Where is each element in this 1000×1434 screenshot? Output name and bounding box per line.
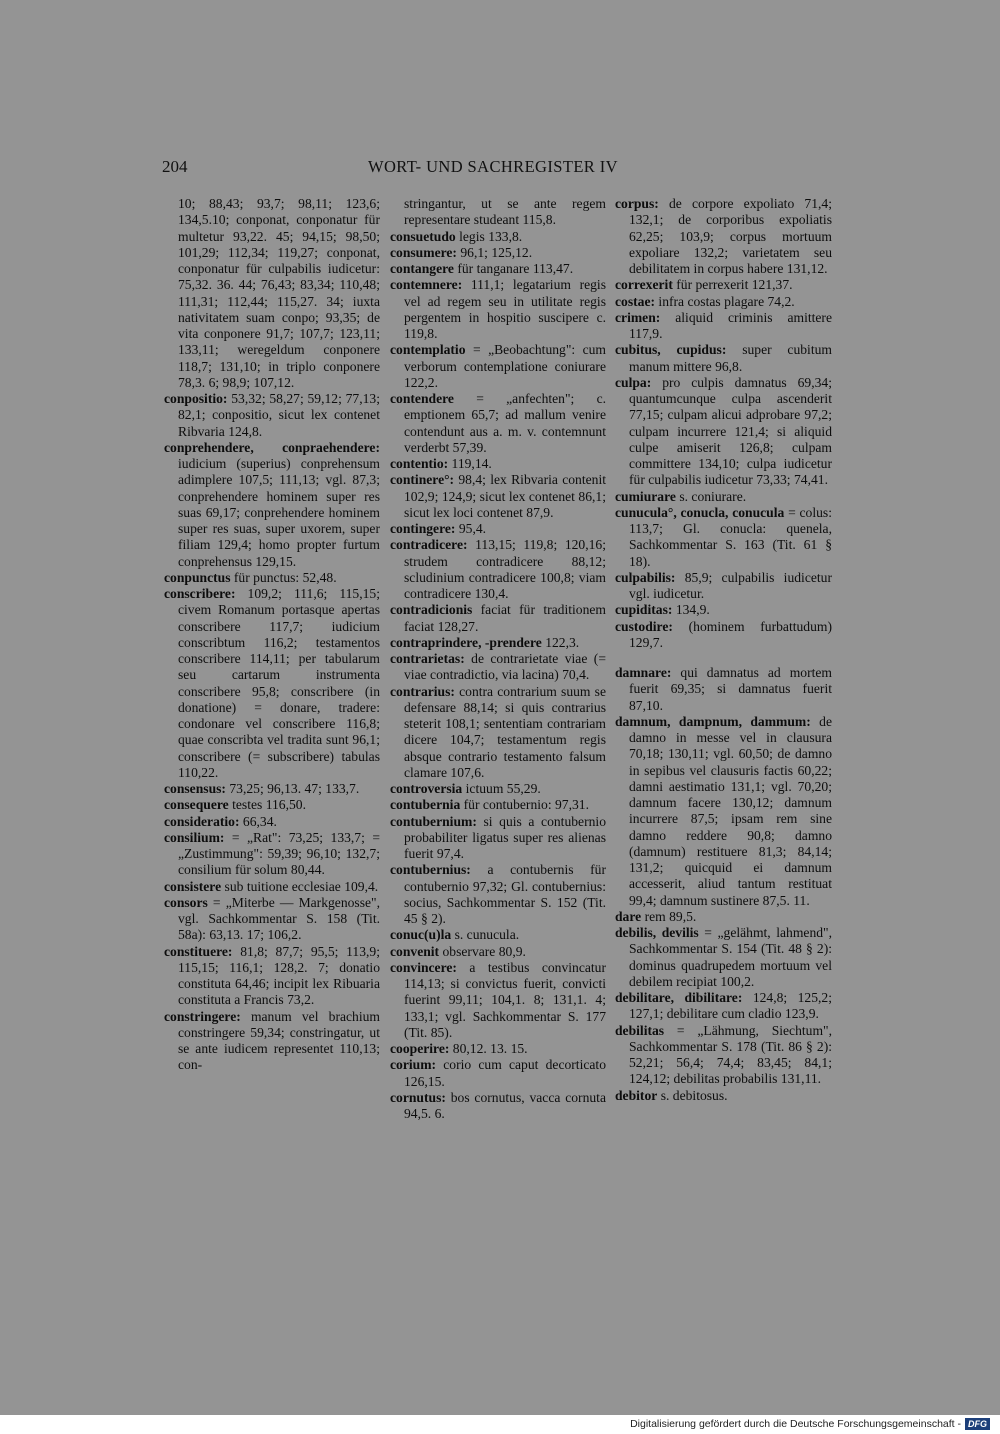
index-entry <box>390 521 606 537</box>
headword: contradicionis <box>390 602 473 618</box>
entry-text: für perrexerit 121,37. <box>676 277 793 293</box>
entry-text: s. coniurare. <box>679 488 747 504</box>
headword: controversia <box>390 781 463 796</box>
headword: contradicere: <box>390 537 468 553</box>
entry-text: a contubernis für contubernio 97,32; Gl. contubernius: socius, Sachkommentar S. 152 (Tit. 45 § 2). <box>404 862 606 926</box>
index-entry <box>390 602 606 635</box>
entry-text: (hominem furbattudum) 129,7. <box>629 618 832 650</box>
headword: dare <box>615 908 642 924</box>
entry-text: testes 116,50. <box>232 797 306 813</box>
index-entry <box>390 391 606 456</box>
entry-text: = „Lähmung, Siechtum", Sachkommentar S. 178 (Tit. 86 § 2): 52,21; 56,4; 74,4; 83,45; 84,1; 124,12; debilitas probabilis 131,11. <box>629 1022 832 1087</box>
entry-text: 111,1; legatarium regis vel ad regem seu in utilitate regis pergentem in hospitio suscipere c. 119,8. <box>404 277 606 341</box>
headword: constituere: <box>164 943 233 959</box>
index-entry <box>390 196 606 229</box>
entry-text: rem 89,5. <box>644 908 697 924</box>
entry-text: aliquid criminis amittere 117,9. <box>629 309 832 341</box>
headword: correxerit <box>615 277 673 293</box>
headword: contrarius: <box>390 683 455 699</box>
index-entry <box>615 489 832 505</box>
index-entry <box>390 342 606 391</box>
headword: contentio: <box>390 456 449 471</box>
headword: cumiurare <box>615 488 676 504</box>
entry-text: super cubitum manum mittere 96,8. <box>629 342 832 374</box>
headword: contemplatio <box>390 342 466 358</box>
index-entry <box>615 342 832 375</box>
headword: conscribere: <box>164 586 236 601</box>
entry-text: a testibus convincatur 114,13; si convictus fuerit, convicti fuerint 99,11; 104,1. 8; 131,1. 4; 133,1; vgl. Sachkommentar S. 177 (Tit. 85). <box>404 959 606 1040</box>
index-entry <box>390 277 606 342</box>
headword: consors <box>164 894 208 910</box>
entry-text: für contubernio: 97,31. <box>463 797 589 813</box>
index-entry <box>615 196 832 277</box>
entry-text: de contrarietate viae (= viae contradictio, via lacina) 70,4. <box>404 651 606 683</box>
entry-text: ictuum 55,29. <box>465 781 541 796</box>
headword: culpabilis: <box>615 569 676 585</box>
headword: consideratio: <box>164 813 240 829</box>
headword: cupiditas: <box>615 602 673 618</box>
headword: conprehendere, conpraehendere: <box>164 439 380 455</box>
index-entry <box>390 814 606 863</box>
headword: contubernius: <box>390 862 471 878</box>
index-entry <box>390 927 606 943</box>
index-entry <box>164 879 380 895</box>
headword: conuc(u)la <box>390 927 452 943</box>
credit-text: Digitalisierung gefördert durch die Deutsche Forschungsgemeinschaft - <box>630 1418 961 1430</box>
headword: cubitus, cupidus: <box>615 342 727 358</box>
headword: debilitare, dibilitare: <box>615 990 743 1005</box>
entry-text: 96,1; 125,12. <box>460 244 533 260</box>
entry-text: contra contrarium suum se defensare 88,14; si quis contrarius steterit 108,1; sententiam contrariam dicere 104,7; testamentum regis absque contrario testamento falsum clamare 107,6. <box>404 683 606 780</box>
headword: contrarietas: <box>390 651 465 666</box>
headword: consequere <box>164 797 229 813</box>
headword: custodire: <box>615 618 673 634</box>
index-column-3 <box>615 196 832 1104</box>
headword: contubernia <box>390 797 461 813</box>
entry-text: 85,9; culpabilis iudicetur vgl. iudicetur. <box>629 569 832 601</box>
index-column-1 <box>164 196 380 1074</box>
headword: crimen: <box>615 309 661 325</box>
index-entry <box>164 440 380 570</box>
headword: debilis, devilis <box>615 925 699 940</box>
dfg-logo: DFG <box>965 1418 990 1430</box>
index-column-2 <box>390 196 606 1122</box>
index-entry <box>164 196 380 391</box>
headword: consumere: <box>390 244 457 260</box>
index-entry <box>390 1057 606 1090</box>
index-entry <box>164 1009 380 1074</box>
entry-text: 66,34. <box>242 813 277 829</box>
index-entry <box>390 862 606 927</box>
index-entry <box>390 651 606 684</box>
entry-text: = „gelähmt, lahmend", Sachkommentar S. 154 (Tit. 48 § 2): dominus quadrupedem mortuum vel debilem recipiat 100,2. <box>629 925 832 989</box>
entry-text: 53,32; 58,27; 59,12; 77,13; 82,1; conpositio, sicut lex contenet Ribvaria 124,8. <box>178 391 380 439</box>
entry-text: pro culpis damnatus 69,34; quantumcunque culpa ascenderit 77,15; culpam alicui adprobare 97,2; culpam incurrere 121,4; si aliquid culpe amiserit 126,8; culpam committere 134,10; culpa iudicetur für culpabilis iudicetur 73,33; 74,41. <box>629 374 832 488</box>
index-entry <box>615 277 832 293</box>
entry-text: für tanganare 113,47. <box>457 261 574 276</box>
entry-text: stringantur, ut se ante regem representare studeant 115,8. <box>404 196 606 228</box>
entry-text: = „Miterbe — Markgenosse", vgl. Sachkommentar S. 158 (Tit. 58a): 63,13. 17; 106,2. <box>178 894 380 943</box>
entry-text: 124,8; 125,2; 127,1; debilitare cum cladio 123,9. <box>629 990 832 1022</box>
entry-text: = „Rat": 73,25; 133,7; = „Zustimmung": 59,39; 96,10; 132,7; consilium für solum 80,44. <box>178 829 381 878</box>
entry-text: si quis a contubernio probabiliter ligatus super res alienas fuerit 97,4. <box>404 813 606 861</box>
index-entry <box>164 570 380 586</box>
index-entry <box>164 797 380 813</box>
headword: contubernium: <box>390 813 477 829</box>
entry-text: de corpore expoliato 71,4; 132,1; de corporibus expoliatis 62,25; 103,9; corpus mortuum expoliare 132,2; varietatem seu debilitatem in corpus habere 131,12. <box>629 196 832 276</box>
headword: corpus: <box>615 196 659 211</box>
index-entry <box>164 895 380 944</box>
headword: consistere <box>164 878 222 894</box>
headword: continere°: <box>390 472 455 488</box>
index-entry <box>615 1088 832 1104</box>
entry-text: corio cum caput decorticato 126,15. <box>404 1057 606 1089</box>
index-entry <box>164 781 380 797</box>
headword: corium: <box>390 1057 437 1073</box>
index-entry <box>390 960 606 1041</box>
index-entry <box>164 814 380 830</box>
index-entry <box>390 456 606 472</box>
index-entry <box>164 830 380 879</box>
index-entry <box>615 665 832 714</box>
entry-text: s. cunucula. <box>454 927 520 943</box>
index-entry <box>390 261 606 277</box>
entry-text: für punctus: 52,48. <box>233 569 337 585</box>
headword: cooperire: <box>390 1041 450 1056</box>
entry-text: bos cornutus, vacca cornuta 94,5. 6. <box>404 1089 606 1121</box>
headword: damnum, dampnum, dammum: <box>615 713 811 729</box>
index-entry <box>164 391 380 440</box>
headword: debitor <box>615 1087 658 1103</box>
entry-text: manum vel brachium constringere 59,34; constringatur, ut se ante iudicem representet 110,13; con- <box>178 1008 380 1073</box>
entry-text: 95,4. <box>458 521 487 536</box>
entry-text: 109,2; 111,6; 115,15; civem Romanum portasque apertas conscribere 117,7; iudicium conscribtum 116,2; testamentos conscribere 114,11; per tabularum seu cartarum instrumenta conscribere 95,8; conscribere (in donatione) = donare, tradere: condonare vel conscribere 116,8; quae conscribta vel tradita sunt 96,1; conscribere (= subscribere) tabulas 110,22. <box>178 586 381 780</box>
headword: contendere <box>390 391 454 406</box>
index-entry <box>390 781 606 797</box>
headword: consensus: <box>164 781 226 796</box>
index-entry <box>615 602 832 618</box>
page-number: 204 <box>162 157 188 176</box>
entry-text: 119,14. <box>451 456 492 471</box>
headword: consilium: <box>164 829 225 845</box>
headword: culpa: <box>615 374 652 390</box>
index-entry <box>615 990 832 1023</box>
index-entry <box>615 909 832 925</box>
headword: consuetudo <box>390 228 456 244</box>
entry-text: = „Beobachtung": cum verborum contemplatione coniurare 122,2. <box>404 342 607 390</box>
index-entry <box>615 925 832 990</box>
index-entry <box>615 714 832 909</box>
headword: cunucula°, conucla, conucula <box>615 504 785 520</box>
headword: convincere: <box>390 959 457 975</box>
index-entry <box>390 472 606 521</box>
index-entry <box>390 944 606 960</box>
index-entry <box>615 375 832 489</box>
headword: conpositio: <box>164 391 228 406</box>
entry-text: 73,25; 96,13. 47; 133,7. <box>229 781 360 796</box>
entry-text: qui damnatus ad mortem fuerit 69,35; si damnatus fuerit 87,10. <box>629 665 832 713</box>
entry-text: = „anfechten"; c. emptionem 65,7; ad mallum venire contendunt aus a. m. v. contemnunt verderbt 57,39. <box>404 391 606 455</box>
headword: debilitas <box>615 1022 665 1038</box>
entry-text: infra costas plagare 74,2. <box>658 293 795 309</box>
entry-text: iudicium (superius) conprehensum adimplere 107,5; 111,13; vgl. 87,3; conprehendere hominem super res suas 69,17; conprehendere hominem super res suas, super uxorem, super filiam 129,4; homo propter furtum conprehensus 129,15. <box>178 456 380 569</box>
headword: costae: <box>615 293 656 309</box>
index-entry <box>390 1041 606 1057</box>
entry-text: de damno in messe vel in clausura 70,18; 130,11; vgl. 60,50; de damno in sepibus vel clausuris factis 60,22; damni aestimatio 131,1; vgl. 70,20; damnum facere 130,12; damnum incurrere 87,5; ipsam rem sine damno reddere 90,8; damno (damnum) restituere 81,3; 84,14; 131,2; quicquid ei damnum accesserit, aliud tantum restituat 99,4; damnum sustinere 87,5. 11. <box>629 713 832 908</box>
entry-text: legis 133,8. <box>459 228 523 244</box>
headword: contemnere: <box>390 277 463 293</box>
index-entry <box>615 505 832 570</box>
index-entry <box>615 619 832 652</box>
running-title: WORT- UND SACHREGISTER IV <box>368 157 618 176</box>
entry-text: = colus: 113,7; Gl. conucla: quenela, Sachkommentar S. 163 (Tit. 61 § 18). <box>629 504 832 569</box>
index-entry <box>164 944 380 1009</box>
index-entry <box>390 797 606 813</box>
index-entry <box>615 294 832 310</box>
entry-text: faciat für traditionem faciat 128,27. <box>404 602 606 634</box>
index-entry <box>390 245 606 261</box>
index-entry <box>390 537 606 602</box>
entry-text: 98,4; lex Ribvaria contenit 102,9; 124,9; sicut lex contenet 86,1; sicut lex loci contenet 87,9. <box>404 472 606 520</box>
index-entry <box>615 310 832 343</box>
entry-text: 81,8; 87,7; 95,5; 113,9; 115,15; 116,1; 128,2. 7; donatio constituta 64,46; incipit lex Ribuaria constituta a Francis 73,2. <box>178 943 380 1008</box>
headword: contraprindere, -prendere <box>390 634 542 650</box>
entry-text: 113,15; 119,8; 120,16; strudem contradicere 88,12; scludinium contradicere 100,8; viam contradicere 130,4. <box>404 537 606 601</box>
index-entry <box>164 586 380 781</box>
index-entry <box>390 229 606 245</box>
digitization-credit <box>630 1418 990 1430</box>
entry-text: sub tuitione ecclesiae 109,4. <box>224 878 379 894</box>
headword: convenit <box>390 943 440 959</box>
index-entry <box>390 684 606 782</box>
headword: cornutus: <box>390 1089 446 1105</box>
entry-text: s. debitosus. <box>660 1087 728 1103</box>
entry-text: 80,12. 13. 15. <box>452 1041 528 1056</box>
index-entry <box>615 1023 832 1088</box>
entry-text: 10; 88,43; 93,7; 98,11; 123,6; 134,5.10; conponat, conponatur für multetur 93,22. 45; 94,15; 98,50; 101,29; 112,34; 119,27; conponat, conponatur für culpabilis iudicetur: 75,32. 36. 44; 76,43; 83,34; 110,48; 111,31; 112,44; 115,27. 34; iuxta nativitatem suam conpo; 93,35; de vita conponere 91,7; 107,7; 123,11; 133,11; weregeldum conponere 118,7; 131,10; in triplo conponere 78,3. 6; 98,9; 107,12. <box>178 196 380 390</box>
index-entry <box>390 635 606 651</box>
entry-text: observare 80,9. <box>442 943 526 959</box>
headword: damnare: <box>615 665 672 680</box>
headword: contingere: <box>390 521 456 536</box>
entry-text: 134,9. <box>675 602 710 618</box>
headword: conpunctus <box>164 569 231 585</box>
index-entry <box>390 1090 606 1123</box>
headword: contangere <box>390 261 454 276</box>
index-entry <box>615 570 832 603</box>
entry-text: 122,3. <box>545 634 580 650</box>
headword: constringere: <box>164 1008 241 1024</box>
